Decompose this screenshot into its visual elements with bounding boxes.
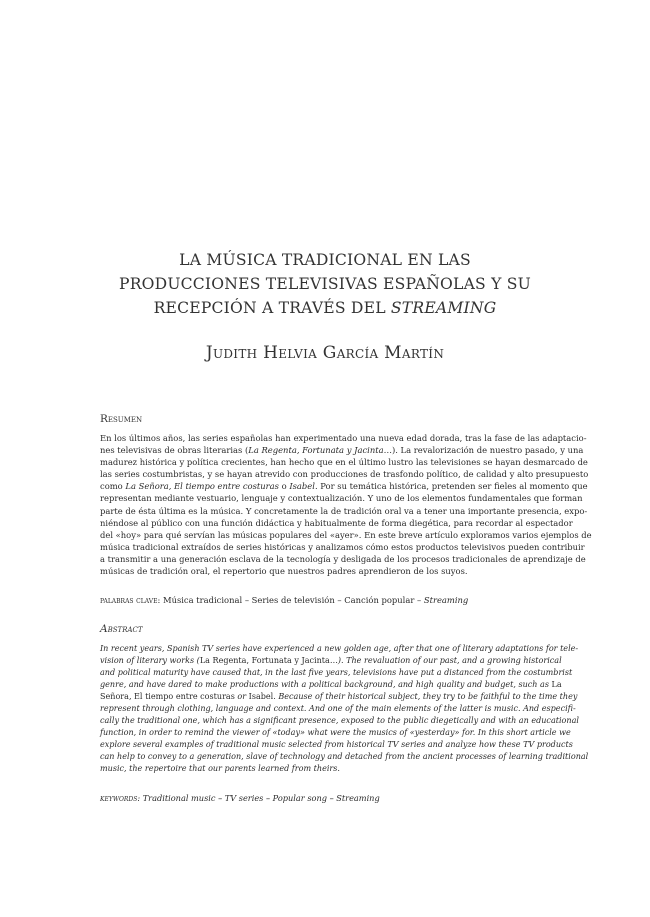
abstract-line: explore several examples of traditional music selected from historical TV series and analyze how these TV products [100, 740, 573, 750]
abstract-line: cally the traditional one, which has a significant presence, exposed to the public diegetically and with an educational [100, 716, 579, 726]
keywords-label: keywords: [100, 793, 141, 803]
author-name: Judith Helvia García Martín [205, 343, 445, 363]
abstract-line: Señora, El tiempo entre costuras or Isabel. Because of their historical subject, they try to be faithful to the time they [100, 692, 578, 702]
title-streaming-word: STREAMING [390, 299, 497, 317]
title-line-2: PRODUCCIONES TELEVISIVAS ESPAÑOLAS Y SU [119, 275, 531, 293]
palabras-clave [100, 595, 551, 605]
abstract-line: genre, and have dared to make productions with a political background, and high quality and budget, such as La [100, 680, 562, 690]
abstract-line: can help to convey to a generation, slave of technology and detached from the ancient processes of learning traditional [100, 752, 589, 762]
palabras-clave-text: Música tradicional – Series de televisión – Canción popular – [160, 595, 424, 605]
abstract-body [100, 643, 589, 776]
abstract-line: and political maturity have caused that, in the last five years, televisions have put a distanced from the costumbrist [100, 668, 573, 678]
resumen-heading: Resumen [100, 413, 143, 425]
resumen-line: niéndose al público con una función didáctica y habitualmente de forma diegética, para recordar al espectador [100, 517, 573, 528]
resumen-line: representan mediante vestuario, lenguaje y contextualización. Y uno de los elementos fundamentales que forman [100, 493, 583, 504]
resumen-line: del «hoy» para qué servían las músicas populares del «ayer». En este breve artículo exploramos varios ejemplos de [100, 529, 592, 540]
palabras-clave-last: Streaming [423, 595, 469, 605]
article-title [95, 248, 555, 320]
title-line-1: LA MÚSICA TRADICIONAL EN LAS [179, 251, 471, 269]
abstract-heading: Abstract [100, 623, 143, 635]
resumen-line: En los últimos años, las series españolas han experimentado una nueva edad dorada, tras la fase de las adaptacio- [100, 433, 587, 443]
resumen-line: como La Señora, El tiempo entre costuras o Isabel. Por su temática histórica, pretenden ser fieles al momento que [100, 481, 588, 492]
abstract-line: represent through clothing, language and context. And one of the main elements of the latter is music. And especifi- [100, 704, 576, 714]
title-line-3 [95, 296, 555, 320]
abstract-line: music, the repertoire that our parents learned from theirs. [100, 764, 340, 774]
keywords [100, 793, 551, 803]
abstract-line: vision of literary works (La Regenta, Fortunata y Jacinta…). The revaluation of our past, and a growing historical [100, 656, 562, 666]
resumen-line: música tradicional extraídos de series históricas y analizamos cómo estos productos televisivos pueden contribuir [100, 541, 585, 552]
resumen-line: madurez histórica y política crecientes, han hecho que en el último lustro las televisiones se hayan desmarcado de [100, 457, 588, 468]
resumen-line: a transmitir a una generación esclava de la tecnología y desligada de los procesos tradicionales de aprendizaje de [100, 553, 586, 564]
abstract-line: In recent years, Spanish TV series have experienced a new golden age, after that one of literary adaptations for tele- [100, 644, 579, 653]
resumen-line: nes televisivas de obras literarias (La Regenta, Fortunata y Jacinta…). La revalorización de nuestro pasado, y una [100, 445, 584, 456]
title-line-3-text: RECEPCIÓN A TRAVÉS DEL [153, 299, 391, 317]
palabras-clave-label: palabras clave: [100, 595, 161, 605]
resumen-line: las series costumbristas, y se hayan atrevido con producciones de trasfondo político, de calidad y alto presupuesto [100, 469, 589, 480]
resumen-body [100, 432, 592, 577]
resumen-line: músicas de tradición oral, el repertorio que nuestros padres aprendieron de los suyos. [100, 566, 468, 577]
abstract-line: function, in order to remind the viewer of «today» what were the musics of «yesterday» for. In this short article we [100, 728, 571, 738]
keywords-text: Traditional music – TV series – Popular song – Streaming [140, 793, 380, 803]
resumen-line: parte de ésta última es la música. Y concretamente la de tradición oral va a tener una importante presencia, expo- [100, 505, 588, 516]
